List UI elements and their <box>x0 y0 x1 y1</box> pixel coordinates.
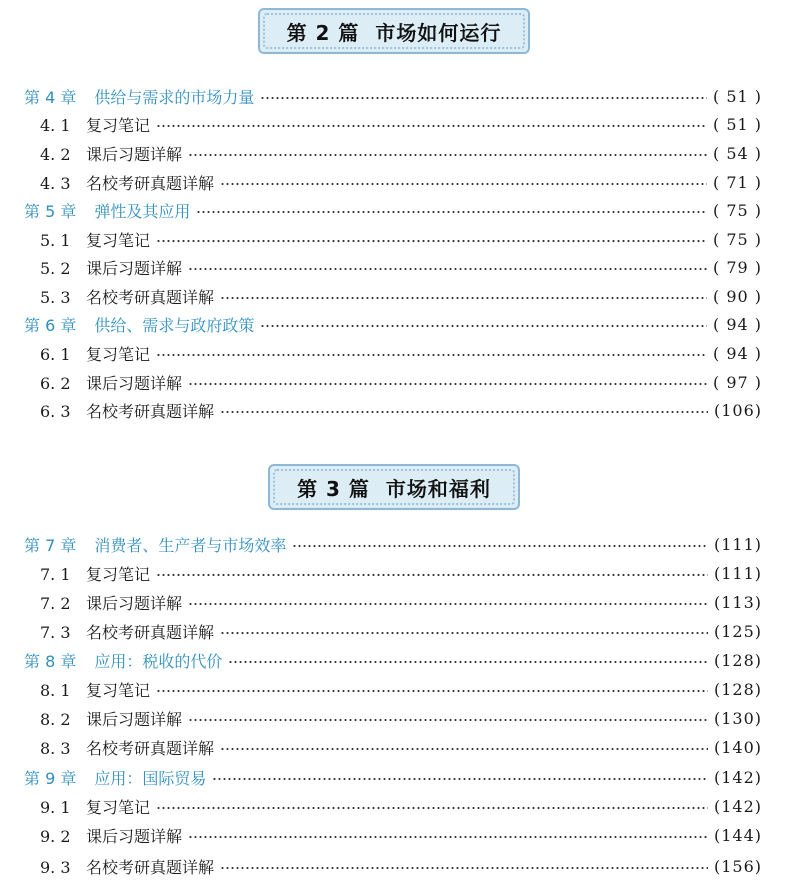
section-number: 5. 3 <box>40 287 71 307</box>
toc-chapter-7[interactable] <box>0 530 790 558</box>
toc-section-6-2[interactable] <box>0 368 790 396</box>
dot-leader <box>188 603 708 605</box>
toc-chapter-8[interactable] <box>0 646 790 674</box>
section-number: 7. 1 <box>40 564 71 584</box>
page-number: ( 90 ) <box>712 286 762 306</box>
section-title: 名校考研真题详解 <box>86 622 215 642</box>
toc-section-6-3[interactable] <box>0 396 790 424</box>
dot-leader <box>220 632 708 634</box>
chapter-number: 第 8 章 <box>24 651 77 671</box>
section-title: 复习笔记 <box>86 230 151 250</box>
dot-leader <box>196 211 707 213</box>
page-number: ( 51 ) <box>712 86 762 106</box>
section-title: 名校考研真题详解 <box>86 287 215 307</box>
page-number: ( 75 ) <box>712 200 762 220</box>
section-number: 8. 1 <box>40 680 71 700</box>
toc-section-4-1[interactable] <box>0 110 790 138</box>
section-number: 6. 3 <box>40 401 71 421</box>
section-title: 课后习题详解 <box>86 826 183 846</box>
dot-leader <box>228 661 708 663</box>
section-number: 5. 2 <box>40 258 71 278</box>
page-number: (144) <box>713 825 762 845</box>
page-number: (111) <box>713 534 762 554</box>
dot-leader <box>220 297 707 299</box>
page-number: (111) <box>713 563 762 583</box>
dot-leader <box>220 411 708 413</box>
toc-section-7-2[interactable] <box>0 588 790 616</box>
section-title: 课后习题详解 <box>86 373 183 393</box>
dot-leader <box>220 867 708 869</box>
page-number: ( 75 ) <box>712 229 762 249</box>
part-2-banner <box>258 8 530 54</box>
chapter-number: 第 4 章 <box>24 87 77 107</box>
section-title: 名校考研真题详解 <box>86 401 215 421</box>
dot-leader <box>156 690 708 692</box>
dot-leader <box>220 183 707 185</box>
section-title: 名校考研真题详解 <box>86 857 215 877</box>
chapter-title: 应用：国际贸易 <box>94 768 207 788</box>
dot-leader <box>188 154 707 156</box>
part-3-banner <box>268 464 520 510</box>
page-number: ( 97 ) <box>712 372 762 392</box>
toc-section-4-2[interactable] <box>0 139 790 167</box>
chapter-title: 供给与需求的市场力量 <box>94 87 255 107</box>
section-number: 7. 3 <box>40 622 71 642</box>
section-number: 9. 2 <box>40 826 71 846</box>
chapter-title: 应用：税收的代价 <box>94 651 223 671</box>
page-number: ( 71 ) <box>712 172 762 192</box>
section-number: 8. 3 <box>40 738 71 758</box>
page-number: ( 94 ) <box>712 314 762 334</box>
page-number: (142) <box>713 796 762 816</box>
page-number: ( 54 ) <box>712 143 762 163</box>
section-title: 课后习题详解 <box>86 593 183 613</box>
dot-leader <box>260 97 707 99</box>
toc-chapter-9[interactable] <box>0 763 790 791</box>
dot-leader <box>220 748 708 750</box>
part-2-title <box>287 17 502 46</box>
part-number: 第 3 篇 <box>297 476 370 501</box>
section-title: 复习笔记 <box>86 680 151 700</box>
chapter-number: 第 7 章 <box>24 535 77 555</box>
part-name: 市场和福利 <box>385 476 491 501</box>
section-title: 复习笔记 <box>86 344 151 364</box>
part-number: 第 2 篇 <box>286 20 360 45</box>
section-title: 名校考研真题详解 <box>86 173 215 193</box>
chapter-number: 第 9 章 <box>24 768 77 788</box>
toc-section-9-1[interactable] <box>0 792 790 820</box>
page-number: (128) <box>713 679 762 699</box>
toc-section-6-1[interactable] <box>0 339 790 367</box>
section-title: 复习笔记 <box>86 564 151 584</box>
chapter-title: 弹性及其应用 <box>94 201 191 221</box>
dot-leader <box>260 325 707 327</box>
dot-leader <box>188 836 708 838</box>
section-number: 9. 3 <box>40 857 71 877</box>
section-title: 课后习题详解 <box>86 709 183 729</box>
page-number: ( 51 ) <box>712 114 762 134</box>
section-number: 9. 1 <box>40 797 71 817</box>
page-number: (106) <box>713 400 762 420</box>
section-number: 7. 2 <box>40 593 71 613</box>
toc-section-7-1[interactable] <box>0 559 790 587</box>
toc-section-9-2[interactable] <box>0 821 790 849</box>
toc-chapter-5[interactable] <box>0 196 790 224</box>
section-number: 4. 2 <box>40 144 71 164</box>
section-title: 课后习题详解 <box>86 258 183 278</box>
page-number: (156) <box>713 856 762 876</box>
toc-section-8-2[interactable] <box>0 704 790 732</box>
section-number: 8. 2 <box>40 709 71 729</box>
toc-section-4-3[interactable] <box>0 168 790 196</box>
toc-chapter-6[interactable] <box>0 310 790 338</box>
page-number: (125) <box>713 621 762 641</box>
section-number: 4. 1 <box>40 115 71 135</box>
section-title: 课后习题详解 <box>86 144 183 164</box>
part-name: 市场如何运行 <box>375 20 502 45</box>
page-number: (128) <box>713 650 762 670</box>
dot-leader <box>188 268 707 270</box>
chapter-title: 消费者、生产者与市场效率 <box>94 535 287 555</box>
dot-leader <box>156 807 708 809</box>
dot-leader <box>188 383 707 385</box>
chapter-title: 供给、需求与政府政策 <box>94 315 255 335</box>
dot-leader <box>156 354 707 356</box>
page-number: (113) <box>713 592 762 612</box>
toc-section-9-3[interactable] <box>0 852 790 880</box>
toc-section-8-3[interactable] <box>0 733 790 761</box>
dot-leader <box>292 545 708 547</box>
chapter-number: 第 5 章 <box>24 201 77 221</box>
section-title: 复习笔记 <box>86 115 151 135</box>
section-number: 6. 2 <box>40 373 71 393</box>
section-number: 5. 1 <box>40 230 71 250</box>
dot-leader <box>212 778 708 780</box>
page-number: ( 79 ) <box>712 257 762 277</box>
toc-section-5-2[interactable] <box>0 253 790 281</box>
toc-section-5-1[interactable] <box>0 225 790 253</box>
section-number: 4. 3 <box>40 173 71 193</box>
page-number: ( 94 ) <box>712 343 762 363</box>
dot-leader <box>156 240 707 242</box>
dot-leader <box>156 125 707 127</box>
section-number: 6. 1 <box>40 344 71 364</box>
dot-leader <box>156 574 708 576</box>
section-title: 复习笔记 <box>86 797 151 817</box>
page-number: (142) <box>713 767 762 787</box>
part-3-title <box>297 473 491 502</box>
toc-section-8-1[interactable] <box>0 675 790 703</box>
page-number: (140) <box>713 737 762 757</box>
toc-section-7-3[interactable] <box>0 617 790 645</box>
toc-section-5-3[interactable] <box>0 282 790 310</box>
chapter-number: 第 6 章 <box>24 315 77 335</box>
toc-chapter-4[interactable] <box>0 82 790 110</box>
section-title: 名校考研真题详解 <box>86 738 215 758</box>
page-number: (130) <box>713 708 762 728</box>
dot-leader <box>188 719 708 721</box>
